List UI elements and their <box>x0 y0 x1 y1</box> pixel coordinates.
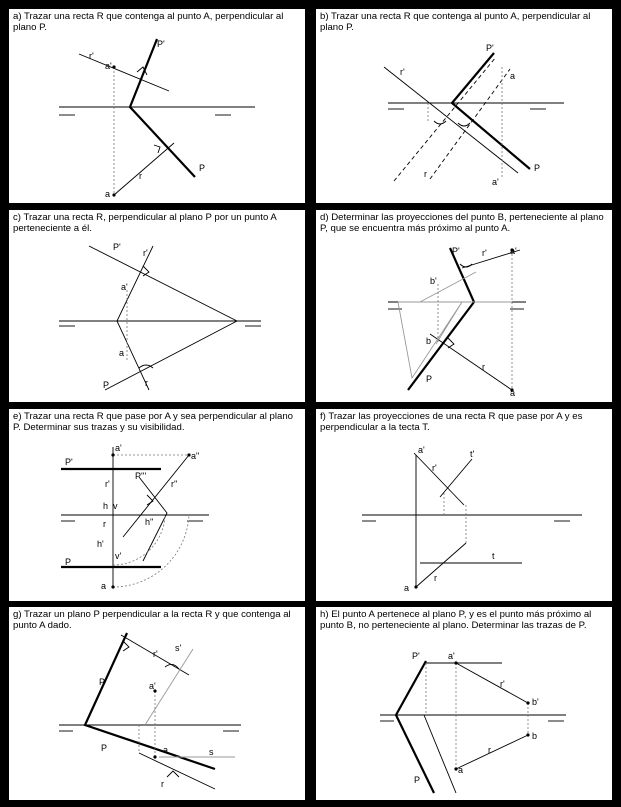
label-r1: r' <box>153 649 158 659</box>
panel-c-diagram <box>9 210 305 400</box>
label-P1: P' <box>452 246 460 256</box>
point-b-prime <box>526 701 529 704</box>
label-r: r <box>103 519 106 529</box>
right-angle-mark <box>460 264 472 267</box>
label-s: s <box>209 747 214 757</box>
label-P: P <box>414 775 421 785</box>
label-P1: P' <box>99 677 107 687</box>
label-r1: r' <box>400 67 405 77</box>
panel-g <box>9 607 305 800</box>
point-a <box>414 585 417 588</box>
label-a1: a' <box>492 177 499 187</box>
line-r-profile <box>123 455 189 537</box>
line-r-horizontal <box>416 543 466 587</box>
right-angle-mark-2 <box>139 365 153 368</box>
label-s1: s' <box>175 643 182 653</box>
line-r-horizontal <box>430 334 512 390</box>
label-b1: b' <box>430 276 437 286</box>
panel-e-diagram <box>9 409 305 599</box>
line-r-horizontal <box>114 143 174 195</box>
panel-e-title: e) Trazar una recta R que pase por A y sea perpendicular al plano P. Determinar sus trazas y su visibilidad. <box>13 411 293 433</box>
label-a: a <box>510 388 516 398</box>
panel-h-title: h) El punto A pertenece al plano P, y es el punto más próximo al punto B, no perteneciente al plano. Determinar las trazas de P. <box>320 609 592 631</box>
panel-d <box>316 210 612 402</box>
line-r-vertical <box>384 67 518 173</box>
label-r1: r' <box>105 479 110 489</box>
panel-a-diagram <box>9 9 305 199</box>
label-r: r <box>424 169 427 179</box>
plane-traces <box>396 661 434 793</box>
label-b1: b' <box>532 697 539 707</box>
label-r: r <box>434 573 437 583</box>
line-r-profile <box>440 459 472 497</box>
label-P: P <box>101 743 108 753</box>
point-a <box>112 193 115 196</box>
label-v1: v' <box>115 551 122 561</box>
right-angle-mark-2 <box>458 123 470 126</box>
panel-b-title: b) Trazar una recta R que contenga al punto A, perpendicular al plano P. <box>320 11 591 33</box>
label-r: r <box>139 171 142 181</box>
right-angle-mark-2 <box>154 145 160 153</box>
label-P1: P' <box>157 39 165 49</box>
label-a1: a' <box>149 681 156 691</box>
panel-h <box>316 607 612 800</box>
panel-d-diagram <box>316 210 612 400</box>
label-a: a <box>163 745 169 755</box>
label-P: P <box>534 163 541 173</box>
panel-g-diagram <box>9 607 305 797</box>
label-r: r <box>488 745 491 755</box>
label-a: a <box>510 71 516 81</box>
line-r-horizontal <box>139 753 215 789</box>
right-angle-mark-3 <box>167 771 179 777</box>
label-P3: P''' <box>135 471 147 481</box>
label-h2: h'' <box>145 517 154 527</box>
label-a: a <box>101 581 107 591</box>
label-a1: a' <box>115 443 122 453</box>
label-a: a <box>105 189 111 199</box>
label-r: r <box>482 362 485 372</box>
label-t: t <box>492 551 495 561</box>
label-v: v <box>113 501 118 511</box>
label-r: r <box>145 378 148 388</box>
label-P1: P' <box>113 242 121 252</box>
point-a-prime <box>454 661 457 664</box>
label-P1: P' <box>486 43 494 53</box>
label-P: P <box>103 380 110 390</box>
panel-c-title: c) Trazar una recta R, perpendicular al plano P por un punto A perteneciente a él. <box>13 212 277 234</box>
point-a <box>111 585 114 588</box>
label-a1: a' <box>448 651 455 661</box>
label-a: a <box>458 765 464 775</box>
plane-trace-horizontal <box>105 321 237 390</box>
label-b: b <box>532 731 538 741</box>
label-r: r <box>161 779 164 789</box>
label-P: P <box>426 374 433 384</box>
label-r1: r' <box>500 679 505 689</box>
label-P1: P' <box>412 651 420 661</box>
right-angle-mark <box>434 121 446 124</box>
label-h: h <box>103 501 109 511</box>
panel-f-diagram <box>316 409 612 599</box>
plane-traces <box>130 39 195 177</box>
line-r-vertical <box>456 663 528 703</box>
panel-b-diagram <box>316 9 612 199</box>
label-a: a <box>119 348 125 358</box>
panel-d-title: d) Determinar las proyecciones del punto B, perteneciente al plano P, que se encuentra más próximo al punto A. <box>320 212 604 234</box>
label-t1: t' <box>470 449 475 459</box>
label-a1: a' <box>121 282 128 292</box>
label-P: P <box>199 163 206 173</box>
label-P1: P' <box>65 457 73 467</box>
point-a <box>153 755 156 758</box>
label-P: P <box>65 557 72 567</box>
label-a1: a' <box>510 246 517 256</box>
panel-a <box>9 9 305 203</box>
label-h1: h' <box>97 539 104 549</box>
point-a-prime <box>111 453 114 456</box>
label-a1: a' <box>105 61 112 71</box>
line-r <box>117 246 153 390</box>
label-r1: r' <box>143 248 148 258</box>
line-r-horizontal <box>456 735 528 769</box>
plane-trace-vertical <box>89 246 237 321</box>
label-r2: r'' <box>171 479 178 489</box>
label-r1: r' <box>432 463 437 473</box>
right-angle-mark <box>123 641 129 651</box>
label-a1: a' <box>418 445 425 455</box>
point-a-prime <box>112 65 115 68</box>
label-a2: a" <box>191 451 200 461</box>
panel-f <box>316 409 612 601</box>
line-t-vertical <box>414 453 464 505</box>
label-r1: r' <box>482 248 487 258</box>
label-r1: r' <box>89 51 94 61</box>
line-r-dashed-1 <box>394 57 496 181</box>
panel-a-title: a) Trazar una recta R que contenga al punto A, perpendicular al plano P. <box>13 11 284 33</box>
right-angle-mark <box>147 495 153 505</box>
right-angle-mark <box>143 266 149 276</box>
panel-e <box>9 409 305 601</box>
panel-g-title: g) Trazar un plano P perpendicular a la recta R y que contenga al punto A dado. <box>13 609 291 631</box>
point-b <box>526 733 529 736</box>
panel-b <box>316 9 612 203</box>
panel-h-diagram <box>316 607 612 797</box>
panel-f-title: f) Trazar las proyecciones de una recta R que pase por A y es perpendicular a la tecta T. <box>320 411 583 433</box>
label-a: a <box>404 583 410 593</box>
panel-c <box>9 210 305 402</box>
label-b: b <box>426 336 432 346</box>
